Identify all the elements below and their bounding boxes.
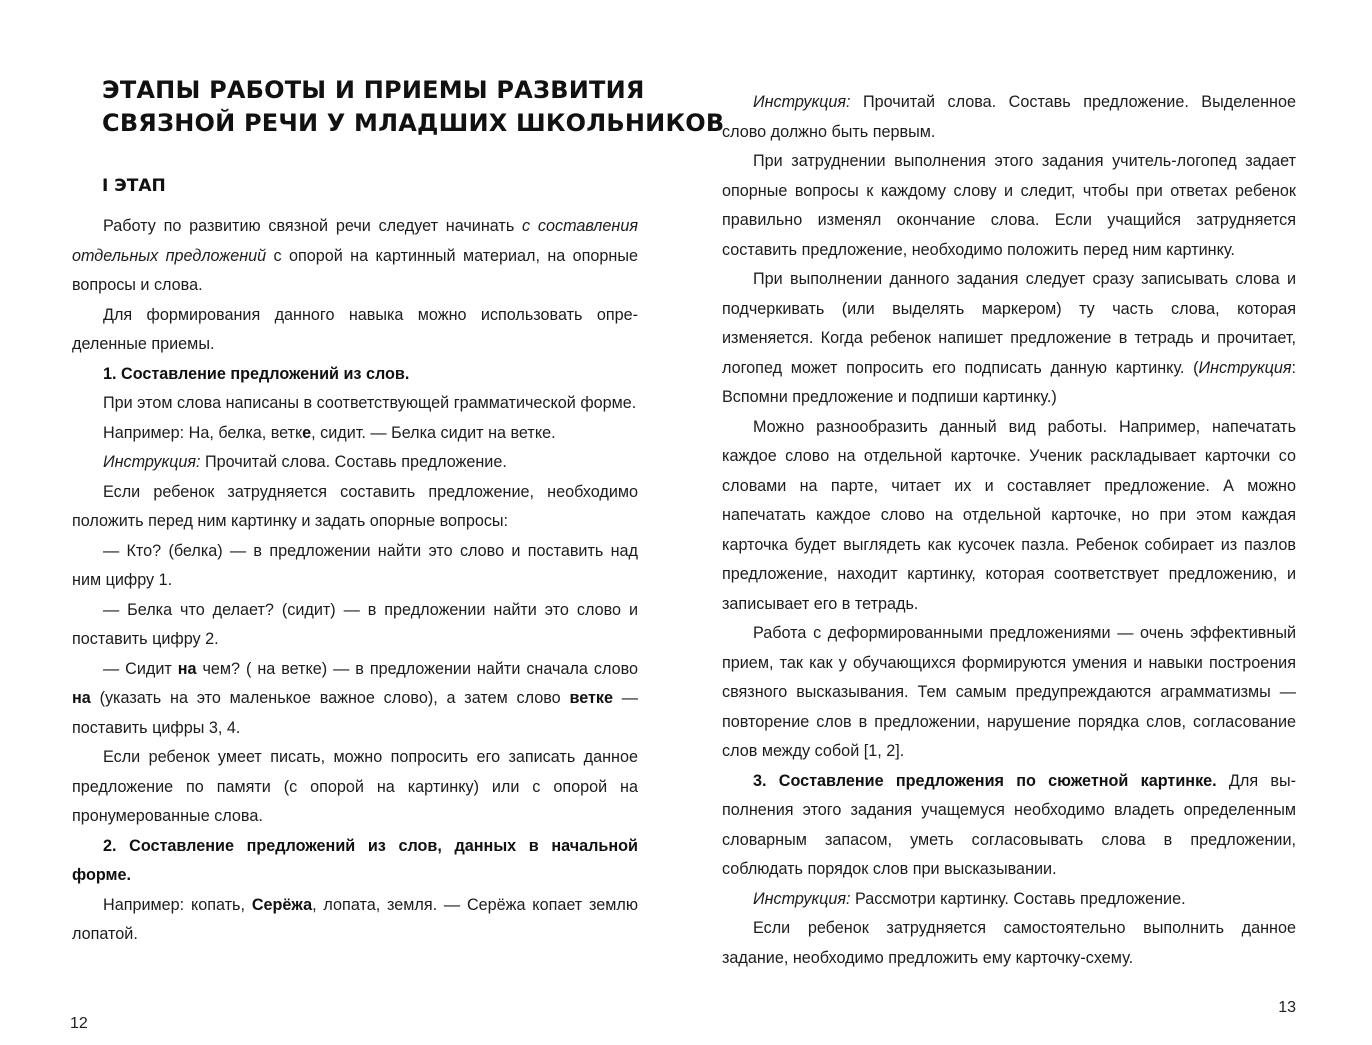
- bold-word: Серёжа: [251, 895, 313, 914]
- example-line: [72, 419, 638, 449]
- instruction-line: [72, 448, 638, 478]
- paragraph-text: : Вспомни предложение и подпиши картинку.): [722, 358, 1296, 406]
- example-text: Например: копать,: [103, 895, 252, 914]
- question-text: чем? ( на ветке) — в предложении найти сначала слово: [196, 659, 638, 678]
- left-page-body: [72, 212, 638, 950]
- section-heading-text: 3. Составление предложения по сюжетной картинке.: [753, 771, 1217, 790]
- paragraph-text: При выполнении данного задания следует сразу записывать слова и подчеркивать (или выделять маркером) ту часть слова, которая изменяется. Когда ребенок напишет предложение в тетрадь и прочитает, логопед может попросить его подписать данную картинку. (: [722, 270, 1296, 377]
- paragraph: При затруднении выполнения этого задания учитель-логопед задает опорные вопросы к каждому слову и следит, чтобы при ответах ребенок правильно изменял окончание слова. Если учащийся затрудняется составить предложение, необходимо положить перед ним картинку.: [722, 152, 1296, 259]
- right-page: [722, 0, 1296, 1045]
- question-text: — поставить цифры 3, 4.: [72, 689, 638, 737]
- stage-heading: I ЭТАП: [102, 176, 166, 196]
- paragraph: Для формирования данного навыка можно использовать определенные приемы.: [72, 305, 638, 353]
- example-text: , сидит. — Белка сидит на ветке.: [311, 423, 556, 442]
- instruction-text: Прочитай слова. Составь предложение. Выделенное слово должно быть первым.: [722, 93, 1296, 141]
- emphasis-text: с составления отдельных предложений: [72, 217, 638, 265]
- bold-word: на: [72, 689, 91, 707]
- page-number-right: 13: [1278, 999, 1296, 1016]
- paragraph: Можно разнообразить данный вид работы. Например, напечатать каждое слово на отдельной карточке. Ученик раскладывает карточки со словами на парте, читает их и составляет предложение. А можно напечатать каждое слово на отдельной карточке, но при этом каждая карточка будет выглядеть как кусочек пазла. Ребенок собирает из пазлов предложение, находит картинку, которая соответствует предложению, и записывает его в тетрадь.: [722, 417, 1296, 613]
- paragraph: Работа с деформированными предложениями — очень эффективный прием, так как у обучающихся формируются умения и навыки построения связного высказывания. Тем самым предупреждаются аграмматизмы — повторение слов в предложении, нарушение порядка слов, согласование слов между собой [1, 2].: [722, 624, 1296, 760]
- bold-word: на: [177, 659, 197, 678]
- question-item: — Кто? (белка) — в предложении найти это слово и поставить над ним цифру 1.: [72, 541, 638, 589]
- paragraph: При этом слова написаны в соответствующей грамматической форме.: [103, 394, 637, 412]
- example-text: , лопата, земля. — Серёжа копает землю лопатой.: [72, 895, 638, 943]
- instruction-text: Прочитай слова. Составь предложение.: [200, 453, 507, 471]
- paragraph: Если ребенок затрудняется составить предложение, необходимо положить перед ним картинку и задать опорные вопросы:: [72, 482, 638, 530]
- instruction-label: Инструкция:: [753, 93, 851, 111]
- section-heading-2: [72, 832, 638, 891]
- section-heading-text: 1. Составление предложений из слов.: [103, 364, 410, 383]
- chapter-title: [102, 74, 725, 140]
- instruction-label: Инструкция: [1198, 358, 1292, 377]
- question-text: (указать на это маленькое важное слово), а затем слово: [90, 689, 570, 707]
- question-text: — Сидит: [103, 659, 178, 678]
- paragraph-text: с опорой на картинный материал, на опорные вопросы и слова.: [72, 246, 638, 294]
- instruction-line: [722, 885, 1296, 915]
- paragraph-text: Работу по развитию связной речи следует начинать: [103, 217, 523, 235]
- page-number-left: 12: [70, 1015, 88, 1032]
- instruction-label: Инструкция:: [753, 889, 851, 908]
- instruction-label: Инструкция:: [103, 453, 201, 471]
- paragraph: [722, 265, 1296, 413]
- section-heading-text: 2. Составление предложений из слов, данных в начальной форме.: [72, 836, 638, 884]
- paragraph: Если ребенок затрудняется самостоятельно выполнить данное задание, необходимо предложить ему карточку-схему.: [722, 919, 1296, 967]
- question-item: [72, 655, 638, 744]
- question-item: — Белка что делает? (сидит) — в предложении найти это слово и поставить цифру 2.: [72, 600, 638, 648]
- chapter-title-line-2: СВЯЗНОЙ РЕЧИ У МЛАДШИХ ШКОЛЬНИКОВ: [102, 109, 725, 137]
- paragraph: [72, 212, 638, 301]
- example-text: Например: На, белка, ветк: [103, 423, 303, 442]
- chapter-title-line-1: ЭТАПЫ РАБОТЫ И ПРИЕМЫ РАЗВИТИЯ: [102, 76, 645, 104]
- section-heading-1: [72, 360, 638, 390]
- section-3-paragraph: [722, 767, 1296, 885]
- bold-letter: е: [302, 423, 312, 442]
- paragraph-text: Для выполнения этого задания учащемуся необходимо владеть определенным словарным запасом, уметь согласовывать слова в предложении, соблюдать порядок слов при высказывании.: [722, 771, 1296, 878]
- instruction-text: Рассмотри картинку. Составь предложение.: [850, 889, 1186, 908]
- right-page-body: [722, 88, 1296, 973]
- left-page: [70, 0, 725, 1045]
- instruction-line: [722, 88, 1296, 147]
- example-line: [72, 891, 638, 950]
- bold-word: ветке: [569, 689, 614, 707]
- paragraph: Если ребенок умеет писать, можно попросить его записать данное предложение по памяти (с опорой на картинку) или с опорой на пронумерованные слова.: [72, 748, 638, 825]
